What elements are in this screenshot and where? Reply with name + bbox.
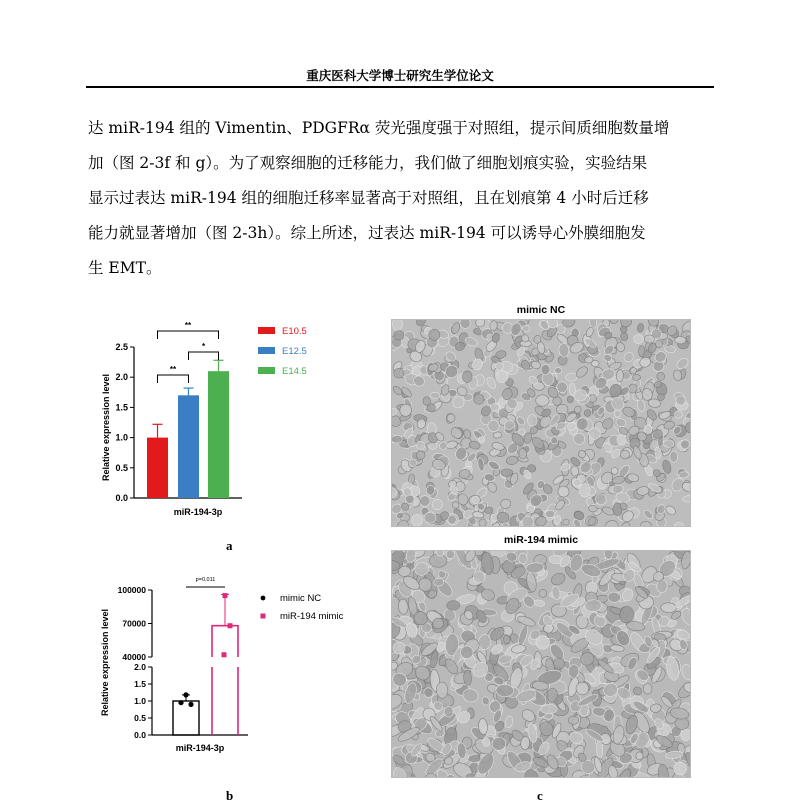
bar-mimic-nc [173, 701, 199, 735]
y-tick-label: 1.5 [115, 402, 128, 413]
legend-marker-mir194-mimic [261, 614, 266, 619]
y-tick-label: 0.0 [115, 493, 128, 503]
data-point-mimic-nc [188, 702, 193, 707]
micrograph-title-top: mimic NC [516, 304, 566, 316]
significance-bracket [158, 375, 189, 383]
y-axis-label: Relative expression level [101, 373, 111, 482]
legend-label: E14.5 [282, 366, 307, 377]
legend-label: E10.5 [282, 326, 307, 337]
legend-marker-mimic-nc [261, 596, 266, 601]
panel-label-c: c [537, 788, 543, 803]
data-point-mimic-nc [178, 700, 183, 705]
paragraph-line: 达 miR-194 组的 Vimentin、PDGFRα 荧光强度强于对照组，提示间质细胞数量增 [88, 119, 670, 137]
bar-e14.5 [208, 371, 229, 498]
y-tick-label: 1.5 [134, 679, 146, 689]
data-point-mir194-mimic [222, 652, 227, 657]
y-tick-label: 70000 [122, 618, 146, 629]
p-value-label: p=0.011 [195, 577, 216, 583]
chart-a [90, 305, 370, 525]
panel-label-b: b [226, 788, 234, 803]
legend-label: E12.5 [282, 346, 307, 357]
data-point-mir194-mimic [228, 623, 233, 628]
data-point-mir194-mimic [223, 593, 228, 598]
x-axis-label: miR-194-3p [175, 743, 225, 753]
legend-label: miR-194 mimic [280, 611, 344, 622]
y-tick-label: 1.0 [134, 696, 146, 706]
y-tick-label: 0.5 [115, 462, 128, 473]
bar-e12.5 [178, 395, 199, 498]
y-tick-label: 40000 [122, 652, 146, 662]
chart-b [90, 568, 380, 758]
micrograph-mir194-mimic [391, 550, 691, 778]
y-tick-label: 2.5 [115, 342, 128, 352]
panel-label-a: a [226, 538, 233, 553]
body-paragraph [88, 111, 714, 286]
paragraph-line: 能力就显著增加（图 2-3h）。综上所述，过表达 miR-194 可以诱导心外膜细胞发 [88, 224, 646, 242]
y-tick-label: 0.5 [134, 713, 146, 723]
paragraph-line: 生 EMT。 [88, 259, 162, 277]
significance-label: ** [184, 321, 192, 330]
y-tick-label: 100000 [117, 585, 146, 595]
y-tick-label: 2.0 [115, 372, 128, 383]
legend-label: mimic NC [280, 593, 322, 604]
micrograph-title-bottom: miR-194 mimic [503, 534, 579, 546]
y-tick-label: 1.0 [115, 432, 128, 443]
significance-label: * [201, 342, 206, 351]
paragraph-line: 加（图 2-3f 和 g）。为了观察细胞的迁移能力，我们做了细胞划痕实验，实验结果 [88, 154, 648, 172]
significance-label: ** [169, 365, 177, 374]
y-axis-label: Relative expression level [100, 608, 110, 717]
significance-bracket [158, 331, 219, 339]
legend-swatch [258, 347, 275, 354]
legend-swatch [258, 327, 275, 334]
bar-e10.5 [147, 438, 168, 498]
y-tick-label: 0.0 [134, 730, 146, 740]
header-rule [86, 86, 714, 88]
running-header: 重庆医科大学博士研究生学位论文 [306, 68, 494, 83]
y-tick-label: 2.0 [134, 662, 146, 672]
legend-swatch [258, 367, 275, 374]
paragraph-line: 显示过表达 miR-194 组的细胞迁移率显著高于对照组，且在划痕第 4 小时后迁移 [88, 189, 649, 207]
significance-bracket [189, 352, 219, 360]
x-axis-label: miR-194-3p [173, 507, 223, 517]
data-point-mimic-nc [183, 692, 188, 697]
micrograph-mimic-nc [391, 319, 691, 527]
